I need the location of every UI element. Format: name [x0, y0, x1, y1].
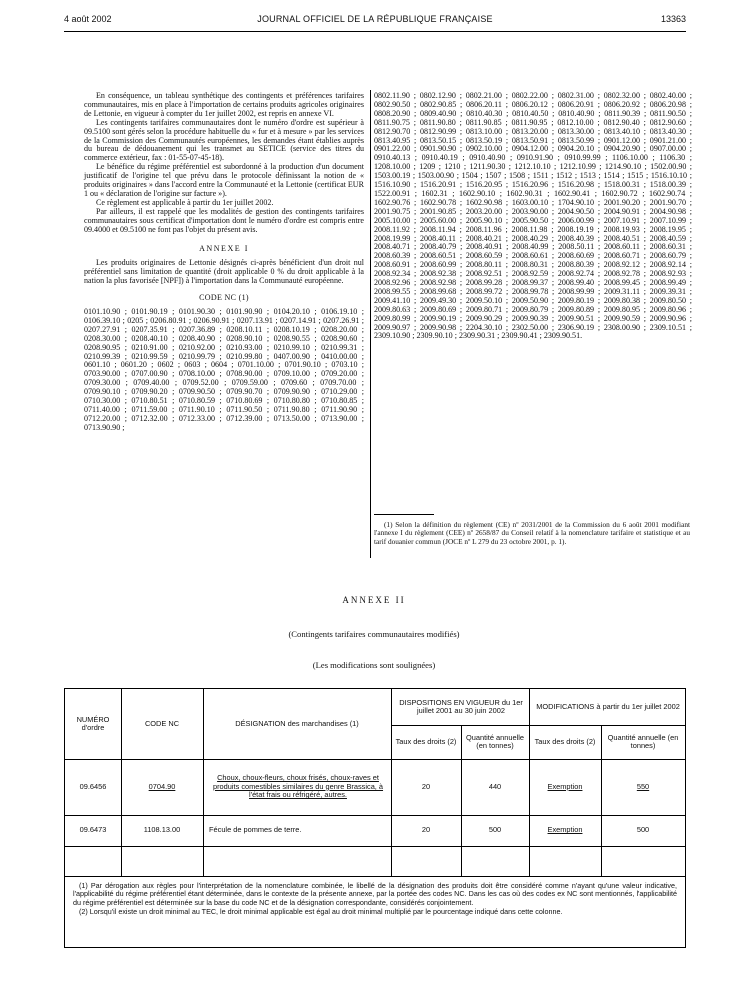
paragraph: Les contingents tarifaires communautaires dont le numéro d'ordre est supérieur à 09.5100 sont gérés selon la procédure habituelle du « fur et à mesure » par les services de la Commission des Communautés européennes, les demandes étant établies auprès du bureau de dédouanement qui les transmet au SETICE (service des titres du commerce extérieur, fax : 01-55-07-45-18).: [84, 117, 364, 163]
page-header: [64, 14, 686, 28]
row-mod-rate: Exemption: [547, 781, 583, 791]
grid-line: [65, 815, 685, 816]
journal-title: JOURNAL OFFICIEL DE LA RÉPUBLIQUE FRANÇAISE: [257, 14, 493, 24]
footnote: (1) Selon la définition du règlement (CE) nº 2031/2001 de la Commission du 6 août 2001 modifiant l'annexe I du règlement (CEE) nº 2658/87 du Conseil relatif à la nomenclature tarifaire et statistique et au tarif douanier commun (JOCE nº L 279 du 23 octobre 2001, p. 1).: [374, 520, 690, 546]
annex-1-title: ANNEXE I: [199, 243, 249, 253]
grid-line: [529, 689, 530, 876]
grid-line: [391, 725, 685, 726]
row-rate: 20: [421, 781, 431, 791]
grid-line: [65, 759, 685, 760]
quota-table: [64, 688, 686, 948]
row-mod-rate: Exemption: [547, 825, 583, 835]
table-footnote: (2) Lorsqu'il existe un droit minimal au TEC, le droit minimal applicable est égal au droit minimal multiplié par le pourcentage indiqué dans cette colonne.: [79, 907, 563, 917]
row-mod-quantity: 500: [636, 825, 650, 835]
row-code: 0704.90: [148, 781, 176, 791]
paragraph: En conséquence, un tableau synthétique des contingents et préférences tarifaires communautaires, mis en place à l'importation de certains produits agricoles originaires de Lettonie, en vigueur à compter du 1er juillet 2002, est repris en annexe VI.: [84, 91, 364, 118]
header-code: CODE NC: [144, 718, 180, 728]
header-current-provisions: DISPOSITIONS EN VIGUEUR du 1er juillet 2001 au 30 juin 2002: [399, 697, 523, 715]
header-num: NUMÉRO d'ordre: [76, 714, 110, 732]
column-divider: [370, 90, 371, 558]
paragraph: Ce règlement est applicable à partir du 1er juillet 2002.: [96, 197, 274, 207]
grid-line: [65, 846, 685, 847]
table-footnotes: [73, 882, 677, 918]
row-code: 1108.13.00: [143, 825, 181, 835]
right-column: [374, 92, 692, 341]
grid-line: [391, 689, 392, 876]
code-list-left: 0101.10.90 ; 0101.90.19 ; 0101.90.30 ; 0101.90.90 ; 0104.20.10 ; 0106.19.10 ; 0106.39.10 ; 0205 ; 0206.80.91 ; 0206.90.91 ; 0207.13.91 ; 0207.14.91 ; 0207.26.91 ; 0207.27.91 ; 0207.35.91 ; 0207.36.89 ; 0208.10.11 ; 0208.10.19 ; 0208.20.00 ; 0208.30.00 ; 0208.40.10 ; 0208.40.90 ; 0208.90.10 ; 0208.90.55 ; 0208.90.60 ; 0208.90.95 ; 0210.91.00 ; 0210.92.00 ; 0210.93.00 ; 0210.99.10 ; 0210.99.31 ; 0210.99.39 ; 0210.99.59 ; 0210.99.79 ; 0210.99.80 ; 0407.00.90 ; 0410.00.00 ; 0601.10 ; 0601.20 ; 0602 ; 0603 ; 0604 ; 0701.10.00 ; 0701.90.10 ; 0703.10 ; 0703.90.00 ; 0707.00.90 ; 0708.10.00 ; 0708.90.00 ; 0709.10.00 ; 0709.20.00 ; 0709.30.00 ; 0709.40.00 ; 0709.52.00 ; 0709.59.00 ; 0709.60 ; 0709.70.00 ; 0709.90.10 ; 0709.90.20 ; 0709.90.50 ; 0709.90.70 ; 0709.90.90 ; 0710.29.00 ; 0710.30.00 ; 0710.80.51 ; 0710.80.59 ; 0710.80.69 ; 0710.80.80 ; 0710.80.85 ; 0711.40.00 ; 0711.59.00 ; 0711.90.10 ; 0711.90.50 ; 0711.90.80 ; 0711.90.90 ; 0712.20.00 ; 0712.32.00 ; 0712.33.00 ; 0712.39.00 ; 0713.50.00 ; 0713.90.00 ; 0713.90.90 ;: [84, 307, 364, 432]
header-modifications: MODIFICATIONS à partir du 1er juillet 2002: [536, 701, 680, 711]
paragraph: Les produits originaires de Lettonie désignés ci-après bénéficient d'un droit nul préférentiel sans limitation de quantité (droit applicable 0 % du droit applicable à la nation la plus favorisée [NPF]) à l'importation dans la Communauté européenne.: [84, 258, 364, 286]
page-number: 13363: [660, 14, 686, 24]
code-list-right: 0802.11.90 ; 0802.12.90 ; 0802.21.00 ; 0802.22.00 ; 0802.31.00 ; 0802.32.00 ; 0802.40.00 ; 0802.90.50 ; 0802.90.85 ; 0806.20.11 ; 0806.20.12 ; 0806.20.91 ; 0806.20.92 ; 0806.20.98 ; 0808.20.90 ; 0809.40.90 ; 0810.40.30 ; 0810.40.50 ; 0810.40.90 ; 0811.90.39 ; 0811.90.50 ; 0811.90.75 ; 0811.90.80 ; 0811.90.85 ; 0811.90.95 ; 0812.10.00 ; 0812.90.40 ; 0812.90.60 ; 0812.90.70 ; 0812.90.99 ; 0813.10.00 ; 0813.20.00 ; 0813.30.00 ; 0813.40.10 ; 0813.40.30 ; 0813.40.95 ; 0813.50.15 ; 0813.50.19 ; 0813.50.91 ; 0813.50.99 ; 0901.12.00 ; 0901.21.00 ; 0901.22.00 ; 0901.90.90 ; 0902.10.00 ; 0904.12.00 ; 0904.20.10 ; 0904.20.90 ; 0907.00.00 ; 0910.40.13 ; 0910.40.19 ; 0910.40.90 ; 0910.91.90 ; 0910.99.99 ; 1106.10.00 ; 1106.30 ; 1208.10.00 ; 1209 ; 1210 ; 1211.90.30 ; 1212.10.10 ; 1212.10.99 ; 1214.90.10 ; 1502.00.90 ; 1503.00.19 ; 1503.00.90 ; 1504 ; 1507 ; 1508 ; 1511 ; 1512 ; 1513 ; 1514 ; 1515 ; 1516.10.10 ; 1516.10.90 ; 1516.20.91 ; 1516.20.95 ; 1516.20.96 ; 1516.20.98 ; 1518.00.31 ; 1518.00.39 ; 1522.00.91 ; 1602.31 ; 1602.90.10 ; 1602.90.31 ; 1602.90.41 ; 1602.90.72 ; 1602.90.74 ; 1602.90.76 ; 1602.90.78 ; 1602.90.98 ; 1603.00.10 ; 1704.90.10 ; 2001.90.20 ; 2001.90.70 ; 2001.90.75 ; 2001.90.85 ; 2003.20.00 ; 2003.90.00 ; 2004.90.50 ; 2004.90.91 ; 2004.90.98 ; 2005.10.00 ; 2005.60.00 ; 2005.90.10 ; 2005.90.50 ; 2006.00.99 ; 2007.10.91 ; 2007.10.99 ; 2008.11.92 ; 2008.11.94 ; 2008.11.96 ; 2008.11.98 ; 2008.19.19 ; 2008.19.93 ; 2008.19.95 ; 2008.19.99 ; 2008.40.11 ; 2008.40.21 ; 2008.40.29 ; 2008.40.39 ; 2008.40.51 ; 2008.40.59 ; 2008.40.71 ; 2008.40.79 ; 2008.40.91 ; 2008.40.99 ; 2008.50.11 ; 2008.60.11 ; 2008.60.31 ; 2008.60.39 ; 2008.60.51 ; 2008.60.59 ; 2008.60.61 ; 2008.60.69 ; 2008.60.71 ; 2008.60.79 ; 2008.60.91 ; 2008.60.99 ; 2008.80.11 ; 2008.80.31 ; 2008.80.39 ; 2008.92.12 ; 2008.92.14 ; 2008.92.34 ; 2008.92.38 ; 2008.92.51 ; 2008.92.59 ; 2008.92.74 ; 2008.92.78 ; 2008.92.93 ; 2008.92.96 ; 2008.92.98 ; 2008.99.28 ; 2008.99.37 ; 2008.99.40 ; 2008.99.45 ; 2008.99.49 ; 2008.99.55 ; 2008.99.68 ; 2008.99.72 ; 2008.99.78 ; 2008.99.99 ; 2009.31.11 ; 2009.39.31 ; 2009.41.10 ; 2009.49.30 ; 2009.50.10 ; 2009.50.90 ; 2009.80.19 ; 2009.80.38 ; 2009.80.50 ; 2009.80.63 ; 2009.80.69 ; 2009.80.71 ; 2009.80.79 ; 2009.80.89 ; 2009.80.95 ; 2009.80.96 ; 2009.80.99 ; 2009.90.19 ; 2009.90.29 ; 2009.90.39 ; 2009.90.51 ; 2009.90.59 ; 2009.90.96 ; 2009.90.97 ; 2009.90.98 ; 2204.30.10 ; 2302.50.00 ; 2306.90.19 ; 2308.00.90 ; 2309.10.51 ; 2309.10.90 ; 2309.90.10 ; 2309.90.31 ; 2309.90.41 ; 2309.90.51.: [374, 91, 692, 341]
header-designation: DÉSIGNATION des marchandises (1): [235, 718, 359, 728]
row-num: 09.6473: [79, 825, 107, 835]
row-num: 09.6456: [79, 781, 107, 791]
grid-line: [203, 689, 204, 876]
row-rate: 20: [421, 825, 431, 835]
left-column: [84, 92, 364, 433]
code-nc-title: CODE NC (1): [199, 293, 249, 303]
header-rate: Taux des droits (2): [395, 736, 457, 746]
annex-2-subtitle: (Contingents tarifaires communautaires modifiés): [288, 629, 460, 639]
grid-line: [65, 876, 685, 877]
row-quantity: 440: [488, 781, 502, 791]
grid-line: [461, 725, 462, 876]
row-quantity: 500: [488, 825, 502, 835]
header-mod-quantity: Quantité annuelle (en tonnes): [607, 732, 679, 750]
header-rule: [64, 31, 686, 32]
row-mod-quantity: 550: [636, 781, 650, 791]
paragraph: Par ailleurs, il est rappelé que les modalités de gestion des contingents tarifaires communautaires sous certificat d'importation dont le numéro d'ordre est compris entre 09.4000 et 09.5100 ne font pas l'objet du présent avis.: [84, 206, 364, 234]
footnote-rule: [374, 514, 434, 515]
annex-2-title: ANNEXE II: [342, 595, 406, 605]
row-designation: Fécule de pommes de terre.: [209, 825, 302, 835]
header-mod-rate: Taux des droits (2): [534, 736, 596, 746]
header-date: 4 août 2002: [64, 14, 112, 24]
table-footnote: (1) Par dérogation aux règles pour l'interprétation de la nomenclature combinée, le libellé de la désignation des produits doit être considéré comme n'ayant qu'une valeur indicative, l'applicabilité du régime préférentiel étant déterminée, dans le contexte de la présente annexe, par la portée des codes NC. Dans les cas où des codes ex NC sont mentionnés, l'applicabilité du régime préférentiel est déterminée sur la base du code NC et de la désignation correspondante, considérés conjointement.: [73, 881, 677, 907]
grid-line: [601, 725, 602, 876]
row-designation: Choux, choux-fleurs, choux frisés, choux-raves et produits comestibles similaires du genre Brassica, à l'état frais ou réfrigéré, autres.: [212, 773, 384, 800]
paragraph: Le bénéfice du régime préférentiel est subordonné à la production d'un document justificatif de l'origine tel que prévu dans le protocole définissant la notion de « produits originaires » dans l'accord entre la Communauté et la Lettonie (certificat EUR 1 ou « déclaration de l'origine sur facture »).: [84, 162, 364, 198]
grid-line: [121, 689, 122, 876]
annex-2-note: (Les modifications sont soulignées): [312, 660, 436, 670]
header-quantity: Quantité annuelle (en tonnes): [466, 732, 524, 750]
